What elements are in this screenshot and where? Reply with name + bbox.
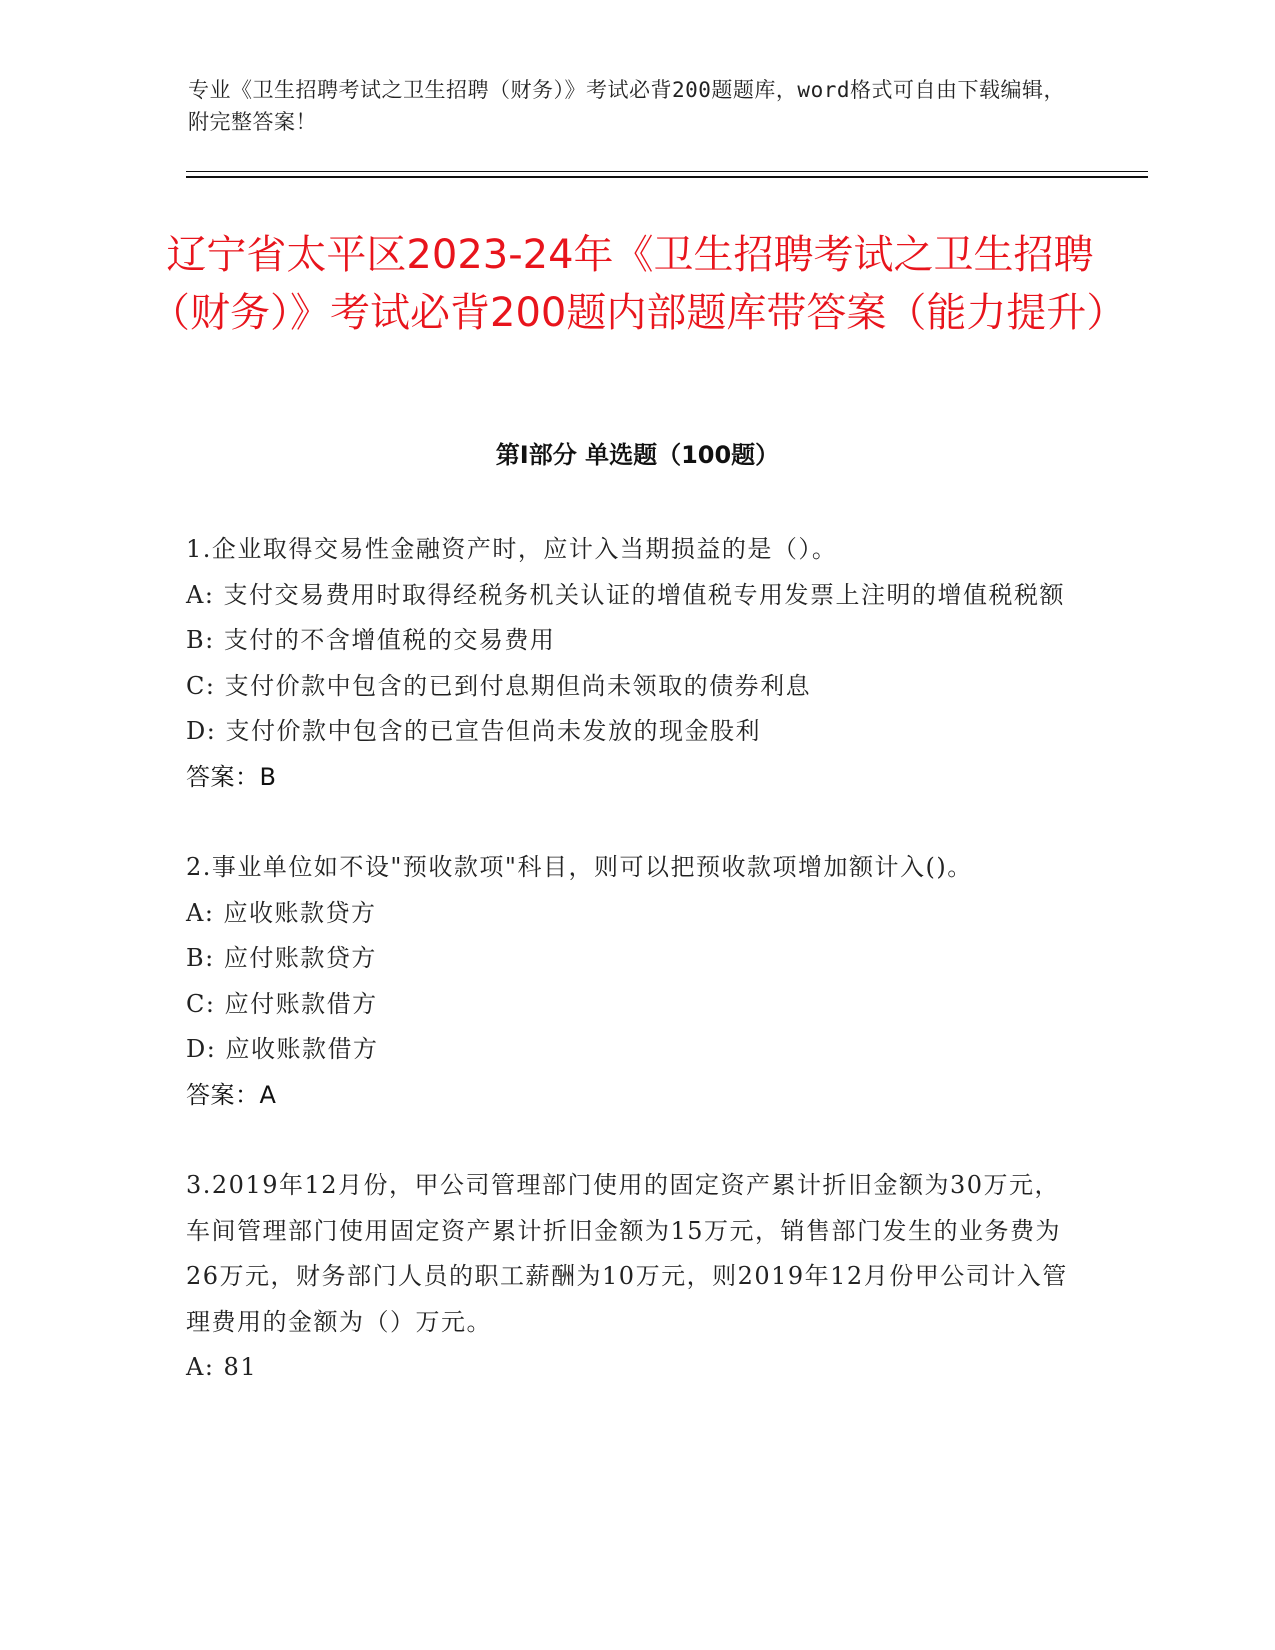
option-c: C: 应付账款借方 bbox=[186, 989, 378, 1018]
question-list bbox=[186, 527, 1076, 1436]
header-note: 专业《卫生招聘考试之卫生招聘（财务）》考试必背200题题库，word格式可自由下载编辑，附完整答案！ bbox=[188, 78, 1065, 134]
option-a: A: 支付交易费用时取得经税务机关认证的增值税专用发票上注明的增值税税额 bbox=[186, 580, 1066, 609]
question-stem: 2.事业单位如不设"预收款项"科目，则可以把预收款项增加额计入()。 bbox=[186, 853, 973, 881]
header-divider-thin bbox=[186, 171, 1148, 172]
question-stem: 3.2019年12月份，甲公司管理部门使用的固定资产累计折旧金额为30万元，车间管理部门使用固定资产累计折旧金额为15万元，销售部门发生的业务费为26万元，财务部门人员的职工薪酬为10万元，则2019年12月份甲公司计入管理费用的金额为（）万元。 bbox=[186, 1171, 1068, 1336]
option-b: B: 支付的不含增值税的交易费用 bbox=[186, 626, 556, 654]
option-d: D: 支付价款中包含的已宣告但尚未发放的现金股利 bbox=[186, 717, 761, 745]
option-b: B: 应付账款贷方 bbox=[186, 944, 377, 972]
question-3 bbox=[186, 1163, 1076, 1391]
question-1 bbox=[186, 527, 1076, 800]
answer-line: 答案：B bbox=[186, 762, 277, 791]
question-stem: 1.企业取得交易性金融资产时，应计入当期损益的是（）。 bbox=[186, 535, 838, 563]
header-divider-thick bbox=[186, 176, 1148, 178]
option-c: C: 支付价款中包含的已到付息期但尚未领取的债券利息 bbox=[186, 671, 812, 700]
option-d: D: 应收账款借方 bbox=[186, 1035, 379, 1063]
answer-line: 答案：A bbox=[186, 1080, 277, 1109]
question-2 bbox=[186, 845, 1076, 1118]
section-title: 第I部分 单选题（100题） bbox=[495, 441, 780, 469]
option-a: A: 应收账款贷方 bbox=[186, 898, 377, 927]
document-title: 辽宁省太平区2023-24年《卫生招聘考试之卫生招聘（财务）》考试必背200题内部题库带答案（能力提升） bbox=[150, 232, 1127, 336]
option-a: A: 81 bbox=[186, 1353, 258, 1381]
